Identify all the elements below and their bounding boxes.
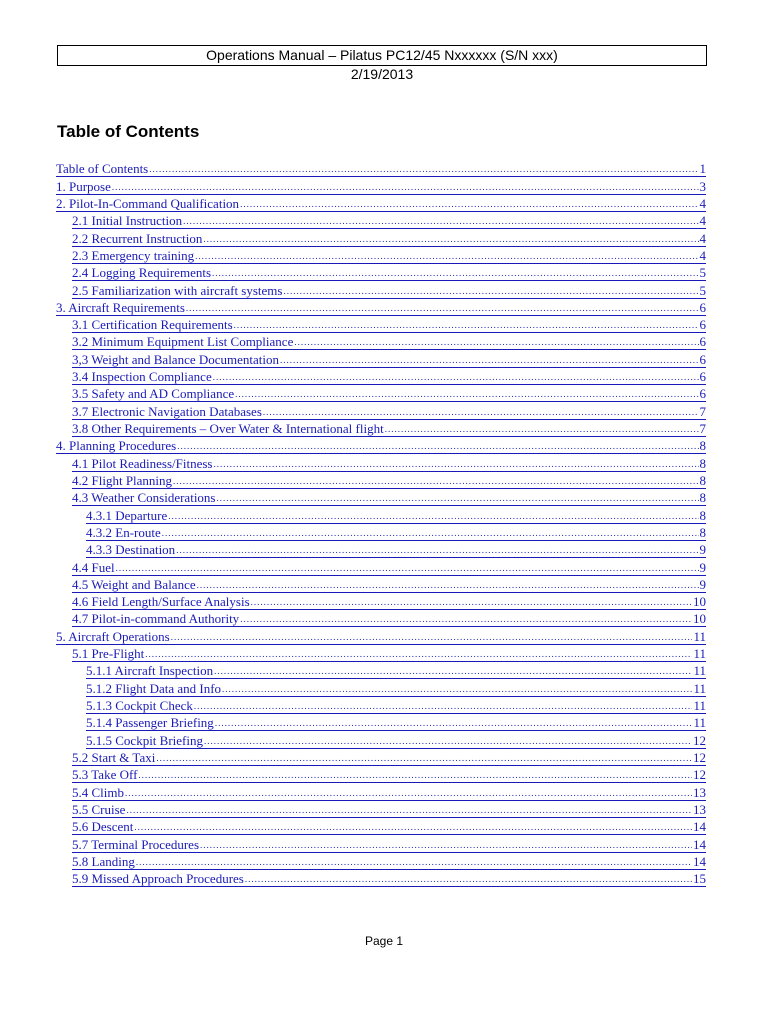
toc-entry-page: 4 bbox=[699, 247, 706, 263]
toc-entry[interactable] bbox=[72, 454, 706, 471]
toc-dot-leader bbox=[200, 838, 692, 852]
toc-entry-page: 11 bbox=[693, 698, 706, 713]
toc-entry[interactable] bbox=[86, 731, 706, 748]
toc-entry[interactable] bbox=[86, 662, 706, 679]
toc-entry-title: 4.4 Fuel bbox=[72, 559, 115, 575]
toc-entry-page: 15 bbox=[693, 871, 706, 887]
toc-dot-leader bbox=[240, 197, 698, 211]
toc-entry[interactable] bbox=[86, 506, 706, 523]
toc-entry-page: 9 bbox=[699, 542, 706, 558]
toc-entry-title: 4.6 Field Length/Surface Analysis bbox=[72, 594, 250, 610]
toc-entry[interactable] bbox=[72, 801, 706, 818]
toc-entry[interactable] bbox=[56, 177, 706, 194]
toc-dot-leader bbox=[149, 162, 698, 176]
toc-dot-leader bbox=[145, 647, 692, 661]
toc-entry-title: 3.7 Electronic Navigation Databases bbox=[72, 403, 262, 419]
toc-entry-title: 4.3.3 Destination bbox=[86, 542, 176, 558]
toc-entry[interactable] bbox=[72, 368, 706, 385]
toc-entry-title: 3.2 Minimum Equipment List Compliance bbox=[72, 334, 294, 350]
toc-entry-title: 3. Aircraft Requirements bbox=[56, 299, 185, 315]
toc-dot-leader bbox=[171, 630, 693, 644]
toc-dot-leader bbox=[138, 768, 692, 782]
toc-dot-leader bbox=[234, 318, 699, 332]
toc-entry-page: 5 bbox=[699, 282, 706, 298]
toc-entry-page: 6 bbox=[699, 386, 706, 402]
document-header-title: Operations Manual – Pilatus PC12/45 Nxxxxxx (S/N xxx) bbox=[57, 45, 707, 66]
toc-entry-title: 4.7 Pilot-in-command Authority bbox=[72, 611, 240, 627]
toc-entry-title: 5.8 Landing bbox=[72, 853, 135, 869]
toc-entry[interactable] bbox=[72, 281, 706, 298]
toc-entry-title: 5.1.4 Passenger Briefing bbox=[86, 715, 214, 731]
toc-dot-leader bbox=[245, 872, 692, 886]
toc-entry[interactable] bbox=[86, 697, 706, 714]
toc-entry[interactable] bbox=[72, 766, 706, 783]
toc-entry-page: 7 bbox=[699, 421, 706, 436]
toc-entry-page: 11 bbox=[693, 628, 706, 644]
toc-entry[interactable] bbox=[72, 749, 706, 766]
toc-dot-leader bbox=[294, 335, 698, 349]
toc-dot-leader bbox=[195, 249, 698, 263]
toc-entry-title: 5.1.1 Aircraft Inspection bbox=[86, 663, 214, 679]
toc-entry-page: 14 bbox=[693, 819, 706, 835]
toc-entry[interactable] bbox=[72, 264, 706, 281]
toc-entry-title: 3,3 Weight and Balance Documentation bbox=[72, 351, 280, 367]
toc-entry-page: 6 bbox=[699, 317, 706, 333]
toc-entry-title: 5.3 Take Off bbox=[72, 767, 138, 783]
toc-entry[interactable] bbox=[72, 593, 706, 610]
toc-entry-page: 11 bbox=[693, 646, 706, 662]
toc-dot-leader bbox=[214, 664, 692, 678]
toc-dot-leader bbox=[156, 751, 692, 765]
toc-dot-leader bbox=[283, 284, 698, 298]
toc-entry-page: 8 bbox=[699, 490, 706, 506]
toc-entry-title: 4. Planning Procedures bbox=[56, 438, 177, 454]
toc-dot-leader bbox=[263, 405, 699, 419]
toc-entry[interactable] bbox=[72, 402, 706, 419]
toc-heading: Table of Contents bbox=[57, 122, 200, 141]
toc-entry-title: 5.6 Descent bbox=[72, 819, 134, 835]
toc-entry-page: 4 bbox=[699, 195, 706, 211]
toc-entry[interactable] bbox=[86, 679, 706, 696]
toc-dot-leader bbox=[222, 682, 692, 696]
toc-dot-leader bbox=[251, 595, 692, 609]
toc-entry-title: 2.5 Familiarization with aircraft systems bbox=[72, 282, 283, 298]
toc-entry[interactable] bbox=[72, 472, 706, 489]
toc-entry-page: 7 bbox=[699, 403, 706, 419]
toc-entry-title: 2.1 Initial Instruction bbox=[72, 213, 183, 229]
toc-dot-leader bbox=[235, 387, 698, 401]
toc-entry-page: 12 bbox=[693, 732, 706, 748]
table-of-contents bbox=[56, 160, 706, 887]
toc-dot-leader bbox=[134, 820, 692, 834]
toc-entry-title: 2.3 Emergency training bbox=[72, 247, 195, 263]
toc-entry[interactable] bbox=[56, 160, 706, 177]
toc-entry-page: 9 bbox=[699, 576, 706, 592]
toc-dot-leader bbox=[177, 439, 698, 453]
toc-dot-leader bbox=[212, 266, 698, 280]
toc-entry[interactable] bbox=[72, 610, 706, 627]
toc-entry-title: 4.1 Pilot Readiness/Fitness bbox=[72, 455, 213, 471]
toc-entry[interactable] bbox=[72, 489, 706, 506]
toc-dot-leader bbox=[194, 699, 693, 713]
toc-entry[interactable] bbox=[72, 247, 706, 264]
toc-entry-title: 4.2 Flight Planning bbox=[72, 472, 173, 488]
toc-dot-leader bbox=[173, 474, 698, 488]
toc-dot-leader bbox=[176, 543, 698, 557]
toc-entry-title: 5.1.5 Cockpit Briefing bbox=[86, 732, 203, 748]
toc-entry-page: 6 bbox=[699, 299, 706, 315]
toc-entry-title: 5.9 Missed Approach Procedures bbox=[72, 871, 244, 887]
toc-entry[interactable] bbox=[72, 835, 706, 852]
toc-entry-page: 1 bbox=[699, 161, 706, 177]
toc-entry[interactable] bbox=[56, 195, 706, 212]
toc-dot-leader bbox=[183, 214, 698, 228]
toc-entry[interactable] bbox=[72, 870, 706, 887]
toc-dot-leader bbox=[280, 353, 698, 367]
toc-entry[interactable] bbox=[72, 212, 706, 229]
toc-dot-leader bbox=[217, 491, 699, 505]
toc-entry-page: 11 bbox=[693, 715, 706, 731]
toc-entry-title: 5. Aircraft Operations bbox=[56, 628, 170, 644]
toc-entry[interactable] bbox=[72, 420, 706, 437]
toc-dot-leader bbox=[136, 855, 692, 869]
toc-dot-leader bbox=[213, 370, 699, 384]
toc-entry-title: 5.1.3 Cockpit Check bbox=[86, 698, 193, 713]
toc-dot-leader bbox=[203, 232, 698, 246]
toc-entry-page: 8 bbox=[699, 507, 706, 523]
toc-entry-page: 6 bbox=[699, 334, 706, 350]
toc-entry[interactable] bbox=[72, 333, 706, 350]
toc-entry-page: 9 bbox=[699, 559, 706, 575]
page-number: Page 1 bbox=[364, 934, 404, 948]
toc-dot-leader bbox=[168, 509, 698, 523]
toc-entry[interactable] bbox=[56, 437, 706, 454]
toc-entry-title: 2.4 Logging Requirements bbox=[72, 265, 212, 281]
toc-entry[interactable] bbox=[72, 783, 706, 800]
toc-entry-title: 3.4 Inspection Compliance bbox=[72, 369, 212, 385]
toc-entry-page: 8 bbox=[699, 438, 706, 454]
toc-entry[interactable] bbox=[86, 714, 706, 731]
toc-entry-title: 4.3.2 En-route bbox=[86, 524, 161, 540]
toc-entry[interactable] bbox=[86, 524, 706, 541]
toc-dot-leader bbox=[240, 612, 692, 626]
toc-entry-title: 5.5 Cruise bbox=[72, 801, 126, 817]
toc-entry-title: 4.3 Weather Considerations bbox=[72, 490, 216, 506]
toc-entry-title: 4.3.1 Departure bbox=[86, 507, 168, 523]
toc-entry[interactable] bbox=[56, 627, 706, 644]
toc-entry-page: 3 bbox=[699, 178, 706, 194]
toc-entry-title: 4.5 Weight and Balance bbox=[72, 576, 196, 592]
toc-entry[interactable] bbox=[72, 385, 706, 402]
toc-entry[interactable] bbox=[72, 558, 706, 575]
toc-entry-title: 5.4 Climb bbox=[72, 784, 125, 800]
toc-entry-title: 3.5 Safety and AD Compliance bbox=[72, 386, 235, 402]
toc-dot-leader bbox=[204, 734, 692, 748]
toc-dot-leader bbox=[112, 180, 699, 194]
toc-dot-leader bbox=[197, 578, 699, 592]
toc-dot-leader bbox=[215, 716, 693, 730]
toc-entry-page: 4 bbox=[699, 230, 706, 246]
toc-entry-page: 8 bbox=[699, 524, 706, 540]
toc-entry-title: 1. Purpose bbox=[56, 178, 111, 194]
toc-entry-page: 13 bbox=[693, 784, 706, 800]
toc-entry-title: 5.1.2 Flight Data and Info bbox=[86, 680, 222, 696]
toc-entry-page: 11 bbox=[693, 663, 706, 679]
toc-entry-page: 14 bbox=[693, 836, 706, 852]
toc-entry-title: 2.2 Recurrent Instruction bbox=[72, 230, 203, 246]
toc-dot-leader bbox=[162, 526, 699, 540]
toc-entry-page: 12 bbox=[693, 749, 706, 765]
toc-dot-leader bbox=[213, 457, 698, 471]
toc-dot-leader bbox=[186, 301, 699, 315]
document-header-date: 2/19/2013 bbox=[350, 66, 414, 82]
toc-entry-page: 6 bbox=[699, 369, 706, 385]
toc-entry-page: 13 bbox=[693, 801, 706, 817]
toc-entry-title: 5.1 Pre-Flight bbox=[72, 646, 145, 662]
toc-entry-page: 10 bbox=[693, 594, 706, 610]
toc-entry-title: 5.2 Start & Taxi bbox=[72, 749, 156, 765]
toc-entry-page: 8 bbox=[699, 472, 706, 488]
toc-dot-leader bbox=[116, 561, 699, 575]
toc-entry[interactable] bbox=[72, 645, 706, 662]
toc-entry-page: 6 bbox=[699, 351, 706, 367]
toc-entry-page: 5 bbox=[699, 265, 706, 281]
toc-entry[interactable] bbox=[72, 576, 706, 593]
toc-entry[interactable] bbox=[72, 316, 706, 333]
toc-entry-title: Table of Contents bbox=[56, 161, 149, 177]
toc-entry[interactable] bbox=[72, 853, 706, 870]
toc-entry-page: 4 bbox=[699, 213, 706, 229]
toc-dot-leader bbox=[385, 422, 699, 436]
toc-entry[interactable] bbox=[72, 229, 706, 246]
toc-entry-title: 2. Pilot-In-Command Qualification bbox=[56, 195, 240, 211]
toc-entry[interactable] bbox=[56, 299, 706, 316]
toc-entry[interactable] bbox=[72, 818, 706, 835]
toc-entry-title: 3.8 Other Requirements – Over Water & International flight bbox=[72, 421, 384, 436]
toc-entry[interactable] bbox=[72, 350, 706, 367]
toc-entry-page: 8 bbox=[699, 455, 706, 471]
toc-entry-title: 3.1 Certification Requirements bbox=[72, 317, 233, 333]
toc-entry-title: 5.7 Terminal Procedures bbox=[72, 836, 200, 852]
toc-dot-leader bbox=[126, 803, 692, 817]
toc-entry-page: 10 bbox=[693, 611, 706, 627]
toc-entry-page: 14 bbox=[693, 853, 706, 869]
toc-entry[interactable] bbox=[86, 541, 706, 558]
toc-dot-leader bbox=[125, 786, 692, 800]
toc-entry-page: 11 bbox=[693, 680, 706, 696]
toc-entry-page: 12 bbox=[693, 767, 706, 783]
